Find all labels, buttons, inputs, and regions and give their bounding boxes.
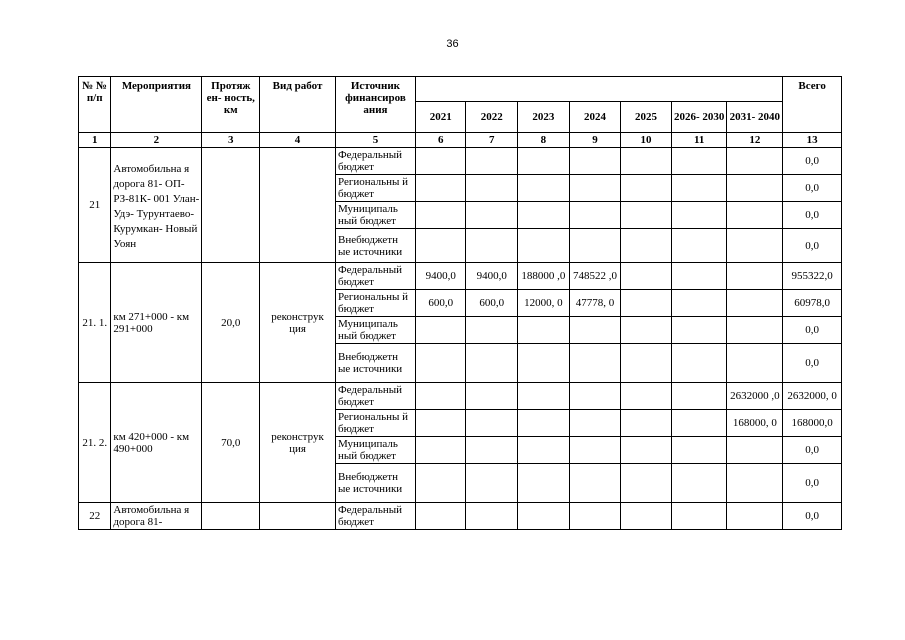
year-value-cell bbox=[569, 410, 621, 437]
funding-source: Федеральный бюджет bbox=[335, 263, 415, 290]
column-number: 9 bbox=[569, 133, 621, 148]
year-value-cell bbox=[727, 344, 783, 383]
funding-source: Муниципаль ный бюджет bbox=[335, 317, 415, 344]
year-value-cell bbox=[518, 437, 570, 464]
year-value-cell: 47778, 0 bbox=[569, 290, 621, 317]
year-value-cell bbox=[727, 175, 783, 202]
year-value-cell bbox=[671, 383, 727, 410]
year-value-cell bbox=[415, 437, 466, 464]
column-number: 7 bbox=[466, 133, 518, 148]
year-value-cell bbox=[621, 464, 672, 503]
table-row bbox=[79, 263, 842, 290]
year-value-cell bbox=[671, 317, 727, 344]
year-value-cell bbox=[415, 503, 466, 530]
header-year: 2024 bbox=[569, 102, 621, 133]
year-value-cell bbox=[518, 410, 570, 437]
year-value-cell bbox=[466, 464, 518, 503]
year-value-cell bbox=[415, 383, 466, 410]
total-cell: 0,0 bbox=[783, 175, 842, 202]
total-cell: 0,0 bbox=[783, 148, 842, 175]
year-value-cell: 168000, 0 bbox=[727, 410, 783, 437]
funding-source: Федеральный бюджет bbox=[335, 383, 415, 410]
item-length bbox=[202, 148, 260, 263]
year-value-cell bbox=[415, 464, 466, 503]
year-value-cell bbox=[466, 202, 518, 229]
header-years-span bbox=[415, 77, 782, 102]
year-value-cell bbox=[671, 263, 727, 290]
column-numbers-row bbox=[79, 133, 842, 148]
total-cell: 168000,0 bbox=[783, 410, 842, 437]
year-value-cell: 748522 ,0 bbox=[569, 263, 621, 290]
column-number: 12 bbox=[727, 133, 783, 148]
year-value-cell bbox=[518, 464, 570, 503]
year-value-cell bbox=[518, 383, 570, 410]
year-value-cell bbox=[621, 263, 672, 290]
column-number: 11 bbox=[671, 133, 727, 148]
header-year: 2021 bbox=[415, 102, 466, 133]
year-value-cell bbox=[466, 437, 518, 464]
year-value-cell bbox=[569, 344, 621, 383]
total-cell: 0,0 bbox=[783, 464, 842, 503]
year-value-cell bbox=[671, 202, 727, 229]
year-value-cell bbox=[671, 344, 727, 383]
column-number: 1 bbox=[79, 133, 111, 148]
funding-source: Региональны й бюджет bbox=[335, 410, 415, 437]
year-value-cell bbox=[621, 148, 672, 175]
year-value-cell bbox=[466, 383, 518, 410]
header-length: Протяж ен- ность, км bbox=[202, 77, 260, 133]
year-value-cell bbox=[569, 148, 621, 175]
year-value-cell bbox=[727, 263, 783, 290]
year-value-cell bbox=[569, 503, 621, 530]
year-value-cell bbox=[569, 317, 621, 344]
item-work-type: реконструк ция bbox=[260, 383, 336, 503]
year-value-cell: 2632000 ,0 bbox=[727, 383, 783, 410]
total-cell: 955322,0 bbox=[783, 263, 842, 290]
year-value-cell bbox=[621, 503, 672, 530]
item-name: Автомобильна я дорога 81- bbox=[111, 503, 202, 530]
item-number: 21. 2. bbox=[79, 383, 111, 503]
year-value-cell bbox=[518, 202, 570, 229]
year-value-cell bbox=[415, 410, 466, 437]
funding-source: Муниципаль ный бюджет bbox=[335, 437, 415, 464]
year-value-cell bbox=[727, 202, 783, 229]
year-value-cell: 9400,0 bbox=[466, 263, 518, 290]
table-row bbox=[79, 148, 842, 175]
year-value-cell bbox=[727, 290, 783, 317]
item-length bbox=[202, 503, 260, 530]
funding-source: Внебюджетн ые источники bbox=[335, 464, 415, 503]
total-cell: 0,0 bbox=[783, 317, 842, 344]
funding-source: Федеральный бюджет bbox=[335, 148, 415, 175]
column-number: 5 bbox=[335, 133, 415, 148]
year-value-cell bbox=[671, 175, 727, 202]
column-number: 6 bbox=[415, 133, 466, 148]
year-value-cell bbox=[518, 344, 570, 383]
year-value-cell bbox=[621, 290, 672, 317]
funding-source: Муниципаль ный бюджет bbox=[335, 202, 415, 229]
header-year: 2025 bbox=[621, 102, 672, 133]
year-value-cell: 12000, 0 bbox=[518, 290, 570, 317]
item-work-type bbox=[260, 148, 336, 263]
column-number: 8 bbox=[518, 133, 570, 148]
header-year: 2023 bbox=[518, 102, 570, 133]
header-year: 2031- 2040 bbox=[727, 102, 783, 133]
column-number: 10 bbox=[621, 133, 672, 148]
item-length: 70,0 bbox=[202, 383, 260, 503]
header-row bbox=[79, 77, 842, 102]
header-work-type: Вид работ bbox=[260, 77, 336, 133]
year-value-cell bbox=[518, 175, 570, 202]
total-cell: 0,0 bbox=[783, 503, 842, 530]
year-value-cell bbox=[466, 148, 518, 175]
year-value-cell bbox=[466, 503, 518, 530]
table-row bbox=[79, 383, 842, 410]
year-value-cell bbox=[466, 229, 518, 263]
year-value-cell bbox=[621, 317, 672, 344]
total-cell: 0,0 bbox=[783, 202, 842, 229]
page-number: 36 bbox=[446, 38, 459, 50]
year-value-cell bbox=[518, 229, 570, 263]
year-value-cell bbox=[671, 229, 727, 263]
year-value-cell bbox=[727, 317, 783, 344]
year-value-cell bbox=[727, 437, 783, 464]
year-value-cell bbox=[671, 290, 727, 317]
year-value-cell: 188000 ,0 bbox=[518, 263, 570, 290]
header-year: 2022 bbox=[466, 102, 518, 133]
funding-source: Региональны й бюджет bbox=[335, 290, 415, 317]
header-source: Источник финансиров ания bbox=[335, 77, 415, 133]
year-value-cell bbox=[518, 148, 570, 175]
table-row bbox=[79, 503, 842, 530]
year-value-cell bbox=[466, 410, 518, 437]
year-value-cell bbox=[671, 503, 727, 530]
item-length: 20,0 bbox=[202, 263, 260, 383]
year-value-cell bbox=[671, 464, 727, 503]
year-value-cell bbox=[518, 503, 570, 530]
item-work-type bbox=[260, 503, 336, 530]
column-number: 4 bbox=[260, 133, 336, 148]
year-value-cell bbox=[621, 410, 672, 437]
item-name: Автомобильна я дорога 81- ОП-РЗ-81К- 001 Улан-Удэ- Турунтаево- Курумкан- Новый Уоян bbox=[111, 148, 202, 263]
year-value-cell bbox=[569, 464, 621, 503]
year-value-cell bbox=[671, 437, 727, 464]
item-name: км 420+000 - км 490+000 bbox=[111, 383, 202, 503]
total-cell: 2632000, 0 bbox=[783, 383, 842, 410]
funding-source: Внебюджетн ые источники bbox=[335, 344, 415, 383]
total-cell: 0,0 bbox=[783, 229, 842, 263]
item-name: км 271+000 - км 291+000 bbox=[111, 263, 202, 383]
item-number: 21 bbox=[79, 148, 111, 263]
year-value-cell bbox=[415, 175, 466, 202]
year-value-cell bbox=[518, 317, 570, 344]
year-value-cell bbox=[671, 148, 727, 175]
year-value-cell bbox=[621, 175, 672, 202]
year-value-cell bbox=[415, 148, 466, 175]
item-number: 22 bbox=[79, 503, 111, 530]
year-value-cell: 9400,0 bbox=[415, 263, 466, 290]
item-number: 21. 1. bbox=[79, 263, 111, 383]
year-value-cell bbox=[569, 383, 621, 410]
year-value-cell bbox=[727, 464, 783, 503]
column-number: 2 bbox=[111, 133, 202, 148]
header-year: 2026- 2030 bbox=[671, 102, 727, 133]
total-cell: 0,0 bbox=[783, 437, 842, 464]
funding-source: Федеральный бюджет bbox=[335, 503, 415, 530]
total-cell: 0,0 bbox=[783, 344, 842, 383]
year-value-cell bbox=[727, 229, 783, 263]
year-value-cell bbox=[727, 503, 783, 530]
year-value-cell bbox=[466, 317, 518, 344]
year-value-cell bbox=[415, 344, 466, 383]
year-value-cell bbox=[621, 202, 672, 229]
year-value-cell bbox=[569, 175, 621, 202]
year-value-cell bbox=[621, 344, 672, 383]
year-value-cell: 600,0 bbox=[415, 290, 466, 317]
year-value-cell bbox=[621, 383, 672, 410]
total-cell: 60978,0 bbox=[783, 290, 842, 317]
year-value-cell bbox=[415, 229, 466, 263]
column-number: 3 bbox=[202, 133, 260, 148]
header-measures: Мероприятия bbox=[111, 77, 202, 133]
year-value-cell bbox=[466, 344, 518, 383]
column-number: 13 bbox=[783, 133, 842, 148]
year-value-cell bbox=[466, 175, 518, 202]
year-value-cell bbox=[415, 317, 466, 344]
header-total: Всего bbox=[783, 77, 842, 133]
financing-table bbox=[78, 76, 842, 530]
item-work-type: реконструк ция bbox=[260, 263, 336, 383]
funding-source: Региональны й бюджет bbox=[335, 175, 415, 202]
year-value-cell bbox=[621, 437, 672, 464]
year-value-cell bbox=[569, 437, 621, 464]
year-value-cell bbox=[569, 202, 621, 229]
funding-source: Внебюджетн ые источники bbox=[335, 229, 415, 263]
year-value-cell: 600,0 bbox=[466, 290, 518, 317]
year-value-cell bbox=[621, 229, 672, 263]
year-value-cell bbox=[569, 229, 621, 263]
year-value-cell bbox=[727, 148, 783, 175]
year-value-cell bbox=[415, 202, 466, 229]
header-no: № № п/п bbox=[79, 77, 111, 133]
year-value-cell bbox=[671, 410, 727, 437]
